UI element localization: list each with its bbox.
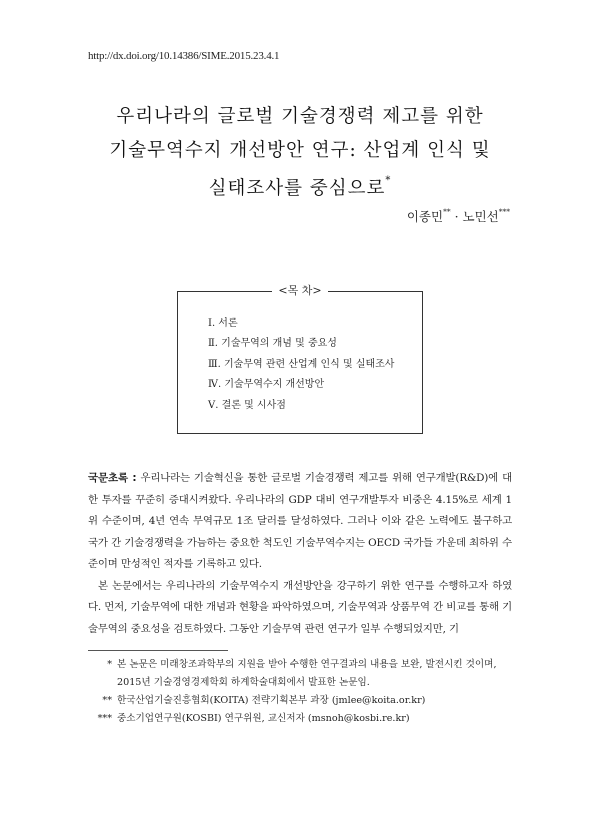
title-line-3 <box>60 168 540 206</box>
abstract-paragraph <box>88 468 512 576</box>
author-name: 이종민 <box>406 209 444 224</box>
toc-item: Ⅳ. 기술무역수지 개선방안 <box>208 379 325 391</box>
author-name: 노민선 <box>462 209 499 224</box>
toc-list <box>208 314 394 416</box>
title-footnote-mark: * <box>385 175 392 186</box>
toc-heading: <목 차> <box>0 282 600 298</box>
toc-item: Ⅰ. 서론 <box>208 318 238 329</box>
author-footnote-mark: ** <box>443 206 451 216</box>
footnote <box>88 692 518 710</box>
toc-item: Ⅴ. 결론 및 시사점 <box>208 399 286 411</box>
footnote-mark: ** <box>102 695 112 706</box>
author-list <box>407 207 510 225</box>
footnote-text: 중소기업연구원(KOSBI) 연구위원, 교신저자 (msnoh@kosbi.re.kr) <box>117 713 410 724</box>
author-separator: · <box>450 209 463 224</box>
footnote <box>88 656 518 674</box>
toc-item: Ⅲ. 기술무역 관련 산업계 인식 및 실태조사 <box>208 358 395 370</box>
footnote <box>88 710 518 728</box>
abstract-paragraph: 본 논문에서는 우리나라의 기술무역수지 개선방안을 강구하기 위한 연구를 수행하고자 하였다. 먼저, 기술무역에 대한 개념과 현황을 파악하였으며, 기술무역과 상품무역 간 비교를 통해 기술무역의 중요성을 검토하였다. 그동안 기술무역 관련 연구가 일부 수행되었지만, 기 <box>88 579 512 635</box>
doi-link[interactable]: http://dx.doi.org/10.14386/SIME.2015.23.4.1 <box>88 50 280 62</box>
title-line-2: 기술무역수지 개선방안 연구: 산업계 인식 및 <box>109 140 491 161</box>
author-footnote-mark: *** <box>498 206 510 216</box>
korean-abstract <box>88 468 512 640</box>
footnotes <box>88 656 518 728</box>
abstract-label: 국문초록 : <box>88 472 137 484</box>
toc-item: Ⅱ. 기술무역의 개념 및 중요성 <box>208 338 337 350</box>
footnote-text: 본 논문은 미래창조과학부의 지원을 받아 수행한 연구결과의 내용을 보완, 발전시킨 것이며, <box>117 659 497 670</box>
footnote-text: 한국산업기술진흥협회(KOITA) 전략기획본부 과장 (jmlee@koita.or.kr) <box>117 695 426 706</box>
footnote-mark: * <box>107 659 112 670</box>
footnote-divider <box>88 650 228 651</box>
abstract-text: 우리나라는 기술혁신을 통한 글로벌 기술경쟁력 제고를 위해 연구개발(R&D)에 대한 투자를 꾸준히 증대시켜왔다. 우리나라의 GDP 대비 연구개발투자 비중은 4.15%로 세계 1위 수준이며, 4년 연속 무역규모 1조 달러를 달성하였다. 그러나 이와 같은 노력에도 불구하고 국가 간 기술경쟁력을 가늠하는 중요한 척도인 기술무역수지는 OECD 국가들 가운데 최하위 수준이며 만성적인 적자를 기록하고 있다. <box>88 472 512 570</box>
footnote-continuation: 2015년 기술경영경제학회 하계학술대회에서 발표한 논문임. <box>117 677 370 688</box>
footnote-mark: *** <box>97 713 112 724</box>
title-line-1: 우리나라의 글로벌 기술경쟁력 제고를 위한 <box>116 106 484 127</box>
title-line-3-text: 실태조사를 중심으로 <box>208 178 386 200</box>
paper-title <box>60 100 540 206</box>
